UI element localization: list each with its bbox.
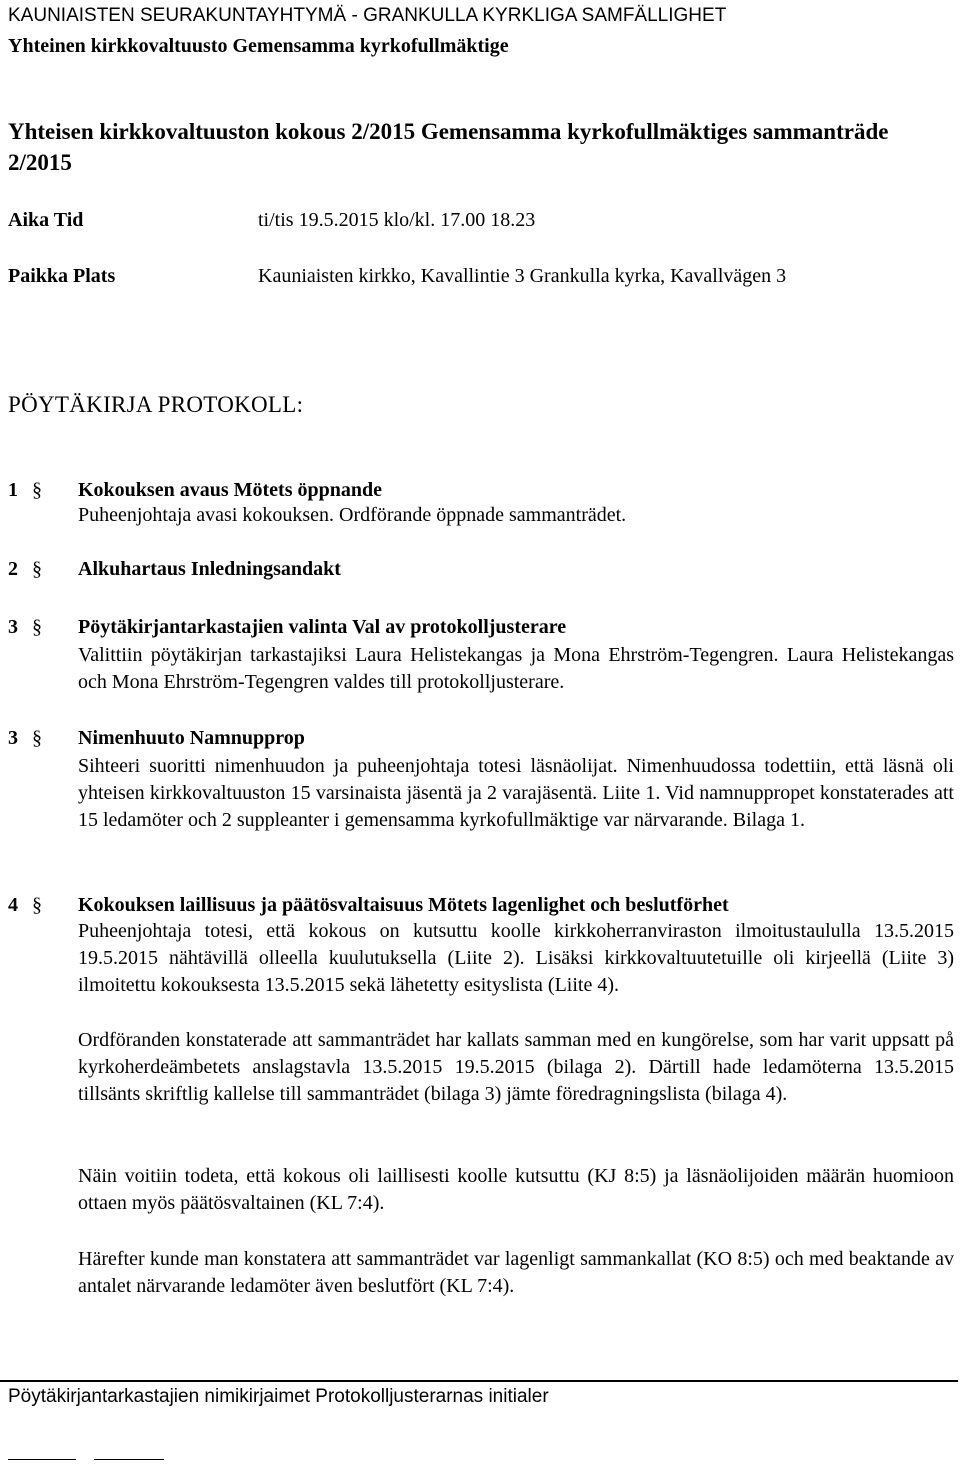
section-paragraph: Puheenjohtaja avasi kokouksen. Ordförande öppnade sammanträdet. xyxy=(78,504,627,526)
section-number: 1 xyxy=(8,479,18,501)
council-name: Yhteinen kirkkovaltuusto Gemensamma kyrkofullmäktige xyxy=(8,35,509,57)
section-number: 3 xyxy=(8,727,18,749)
section-title: Kokouksen avaus Mötets öppnande xyxy=(78,479,382,501)
section-paragraph: Härefter kunde man konstatera att sammanträdet var lagenligt sammankallat (KO 8:5) och med beaktande av antalet närvarande ledamöter även beslutfört (KL 7:4). xyxy=(78,1248,954,1297)
section-number: 4 xyxy=(8,894,18,916)
time-value: ti/tis 19.5.2015 klo/kl. 17.00 18.23 xyxy=(258,209,536,231)
section-title: Alkuhartaus Inledningsandakt xyxy=(78,558,341,580)
section-paragraph: Valittiin pöytäkirjan tarkastajiksi Laura Helistekangas ja Mona Ehrström-Tegengren. Laura Helistekangas och Mona Ehrström-Tegengren valdes till protokolljusterare. xyxy=(78,644,954,693)
footer-divider xyxy=(0,1380,958,1382)
organization-name: KAUNIAISTEN SEURAKUNTAYHTYMÄ - GRANKULLA KYRKLIGA SAMFÄLLIGHET xyxy=(8,5,727,26)
section-title: Pöytäkirjantarkastajien valinta Val av protokolljusterare xyxy=(78,616,567,638)
section-paragraph: Näin voitiin todeta, että kokous oli laillisesti koolle kutsuttu (KJ 8:5) ja läsnäolijoiden määrän huomioon ottaen myös päätösvaltainen (KL 7:4). xyxy=(78,1165,954,1214)
footer-initials-label: Pöytäkirjantarkastajien nimikirjaimet Protokolljusterarnas initialer xyxy=(8,1386,549,1407)
section-paragraph: Puheenjohtaja totesi, että kokous on kutsuttu koolle kirkkoherranviraston ilmoitustaululla 13.5.2015 19.5.2015 nähtävillä olleella kuulutuksella (Liite 2). Lisäksi kirkkovaltuutetuille oli kirjeellä (Liite 3) ilmoitettu kokouksesta 13.5.2015 sekä lähetetty esityslista (Liite 4). xyxy=(78,920,954,996)
section-title: Nimenhuuto Namnupprop xyxy=(78,727,305,749)
section-symbol: § xyxy=(32,894,42,916)
protocol-heading: PÖYTÄKIRJA PROTOKOLL: xyxy=(8,392,304,417)
section-symbol: § xyxy=(32,616,42,638)
section-number: 2 xyxy=(8,558,18,580)
time-label: Aika Tid xyxy=(8,209,84,231)
initials-line-2 xyxy=(94,1459,164,1460)
place-value: Kauniaisten kirkko, Kavallintie 3 Grankulla kyrka, Kavallvägen 3 xyxy=(258,265,787,287)
section-symbol: § xyxy=(32,558,42,580)
section-paragraph: Sihteeri suoritti nimenhuudon ja puheenjohtaja totesi läsnäolijat. Nimenhuudossa todettiin, että läsnä oli yhteisen kirkkovaltuuston 15 varsinaista jäsentä ja 2 varajäsentä. Liite 1. Vid namnuppropet konstaterades att 15 ledamöter och 2 suppleanter i gemensamma kyrkofullmäktige var närvarande. Bilaga 1. xyxy=(78,755,954,831)
section-number: 3 xyxy=(8,616,18,638)
meeting-title: Yhteisen kirkkovaltuuston kokous 2/2015 Gemensamma kyrkofullmäktiges sammanträde 2/2015 xyxy=(8,119,889,175)
section-symbol: § xyxy=(32,479,42,501)
initials-line-1 xyxy=(8,1459,76,1460)
section-title: Kokouksen laillisuus ja päätösvaltaisuus Mötets lagenlighet och beslutförhet xyxy=(78,894,729,916)
section-paragraph: Ordföranden konstaterade att sammanträdet har kallats samman med en kungörelse, som har varit uppsatt på kyrkoherdeämbetets anslagstavla 13.5.2015 19.5.2015 (bilaga 2). Därtill hade ledamöterna 13.5.2015 tillsänts skriftlig kallelse till sammanträdet (bilaga 3) jämte föredragningslista (bilaga 4). xyxy=(78,1029,954,1105)
section-symbol: § xyxy=(32,727,42,749)
place-label: Paikka Plats xyxy=(8,265,116,287)
